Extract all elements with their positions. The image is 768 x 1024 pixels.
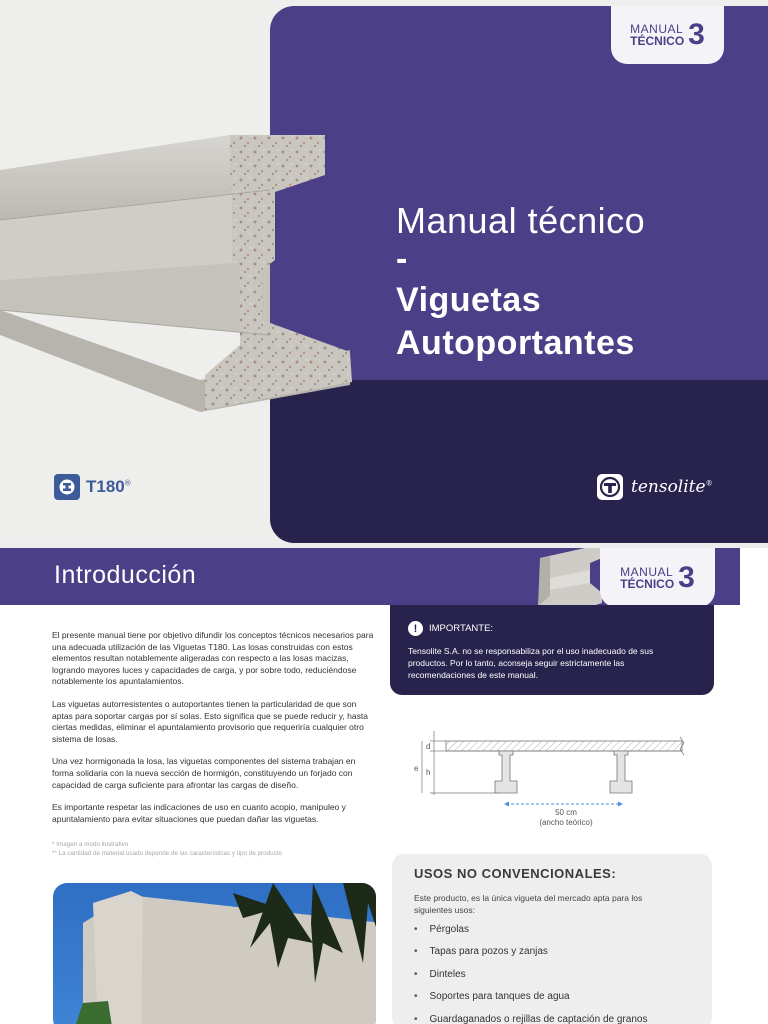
tensolite-logo [597,474,713,500]
intro-badge-word-tecnico: TÉCNICO [620,576,675,591]
t180-logo [54,474,131,500]
diagram-caption [510,808,622,828]
exclamation-icon: ! [408,621,423,636]
intro-manual-badge [600,548,715,607]
concrete-beam-image [0,120,360,420]
usos-item-label: Dinteles [429,968,466,980]
footnote-1: * Imagen a modo ilustrativo [52,841,129,848]
intro-body-text [52,630,376,836]
diagram-spacing: 50 cm [555,808,577,817]
usos-intro: Este producto, es la única vigueta del mercado apta para los siguientes usos: [414,893,643,915]
t180-beam-icon [54,474,80,500]
pergola-photo [53,883,376,1024]
dim-label-e: e [414,764,419,773]
cover-title-line2: Viguetas [396,281,542,319]
intro-page [0,548,768,1024]
slab-cross-section-diagram [404,723,694,808]
intro-paragraph: Una vez hormigonada la losa, las viguetas componentes del sistema trabajan en forma solidaria con la nueva sección de hormigón, constituyendo un forjado con capacidad de carga suficiente para afrontar las cargas de diseño. [52,756,356,790]
joist-section [495,751,632,793]
usos-item-label: Guardaganados o rejillas de captación de granos [429,1013,648,1024]
footnote-2: ** La cantidad de material usado depende de las características y tipo de producto [52,849,282,857]
badge-number: 3 [688,18,705,51]
tensolite-reg-mark: ® [705,479,713,488]
intro-paragraph: Es importante respetar las indicaciones de uso en cuanto acopio, manipuleo y apuntalamiento para evitar situaciones que puedan dañar las viguetas. [52,802,346,824]
intro-paragraph: El presente manual tiene por objetivo difundir los conceptos técnicos necesarios para una adecuada utilización de las Viguetas T180. Las losas construidas con estos elementos resultan notablemente aligeradas con respecto a las losas macizas, logrando mayores luces y capacidades de carga, y por sobre todo, reduciéndose notablemente los apuntalamientos. [52,630,374,687]
intro-badge-number: 3 [678,560,695,594]
intro-title: Introducción [54,561,197,589]
t180-logo-text: T180 [86,477,125,496]
unconventional-uses-panel [392,854,712,1024]
intro-paragraph: Las viguetas autorresistentes o autoportantes tienen la particularidad de que son aptas para soportar cargas por sí solas. Esto significa que se puede reducir y, hasta ciertas medidas, eliminar el apuntalamiento provisorio que requeriría cualquier otro sistema de losas. [52,698,368,744]
cover-title-line1: Manual técnico [396,200,646,241]
usos-list [414,924,647,1024]
dim-label-h: h [426,768,431,777]
usos-title: USOS NO CONVENCIONALES: [414,866,617,881]
list-item: • Tapas para pozos y zanjas [414,946,647,968]
intro-badge-word-manual: MANUAL [620,564,674,579]
footnotes [52,841,372,858]
badge-word-manual: MANUAL [630,22,684,36]
list-item: • Guardaganados o rejillas de captación de granos [414,1014,647,1024]
dim-label-d: d [426,742,431,751]
diagram-spacing-note: (ancho teórico) [539,818,593,827]
badge-word-tecnico: TÉCNICO [630,34,685,48]
list-item: • Soportes para tanques de agua [414,991,647,1013]
cover-title-dash: - [396,240,408,278]
manual-badge [611,6,724,64]
usos-item-label: Soportes para tanques de agua [429,991,570,1003]
usos-item-label: Tapas para pozos y zanjas [429,946,548,958]
important-notice-box [390,605,714,695]
important-label: IMPORTANTE: [429,623,494,634]
list-item: • Dinteles [414,969,647,991]
t180-reg-mark: ® [124,478,131,488]
important-text: Tensolite S.A. no se responsabiliza por el uso inadecuado de sus productos. Por lo tanto, aconseja seguir estrictamente las recomendaciones de este manual. [408,646,654,680]
list-item: • Pérgolas [414,924,647,946]
usos-item-label: Pérgolas [429,924,469,935]
cover-title-main [396,279,635,365]
tensolite-icon [597,474,623,500]
tensolite-brand-name: tensolite [631,477,706,497]
cover-title-line3: Autoportantes [396,324,635,362]
